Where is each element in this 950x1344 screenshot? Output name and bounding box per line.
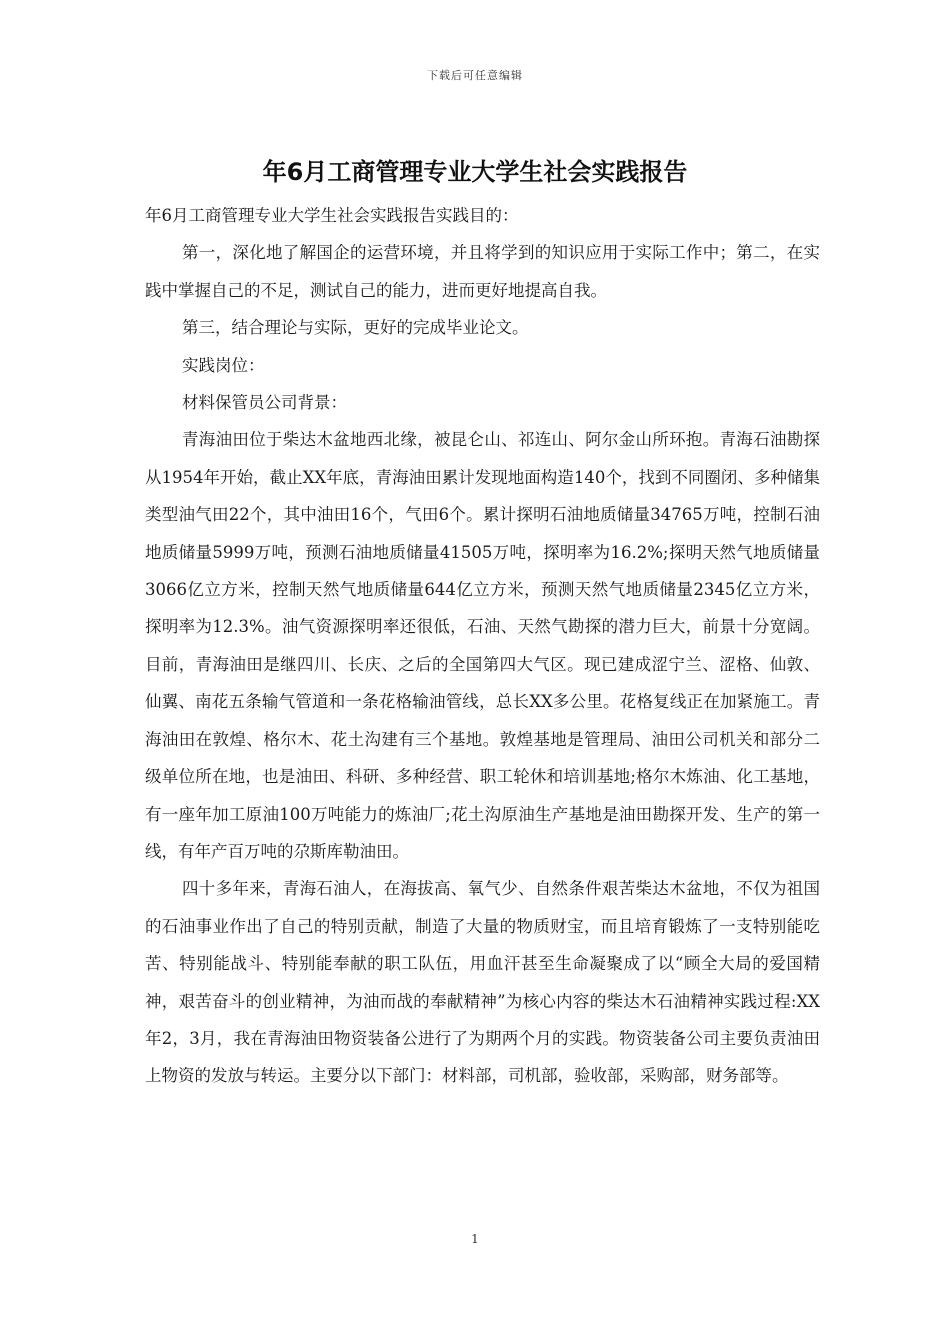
paragraph-practice-process: 四十多年来，青海石油人，在海拔高、氧气少、自然条件艰苦柴达木盆地，不仅为祖国的石油事业作出了自己的特别贡献，制造了大量的物质财宝，而且培育锻炼了一支特别能吃苦、特别能战斗、特别能奉献的职工队伍，用血汗甚至生命凝聚成了以“顾全大局的爱国精神，艰苦奋斗的创业精神，为油而战的奉献精神”为核心内容的柴达木石油精神实践过程:XX年2，3月，我在青海油田物资装备公进行了为期两个月的实践。物资装备公司主要负责油田上物资的发放与转运。主要分以下部门：材料部，司机部，验收部，采购部，财务部等。 [145,879,820,1086]
document-body [145,197,820,1095]
page-number: 1 [471,1232,479,1246]
paragraph-background-heading: 材料保管员公司背景： [182,393,347,413]
paragraph-company-background: 青海油田位于柴达木盆地西北缘，被昆仑山、祁连山、阿尔金山所环抱。青海石油勘探从1954年开始，截止XX年底，青海油田累计发现地面构造140个，找到不同圈闭、多种储集类型油气田22个，其中油田16个，气田6个。累计探明石油地质储量34765万吨，控制石油地质储量5999万吨，预测石油地质储量41505万吨，探明率为16.2%;探明天然气地质储量3066亿立方米，控制天然气地质储量644亿立方米，预测天然气地质储量2345亿立方米，探明率为12.3%。油气资源探明率还很低，石油、天然气勘探的潜力巨大，前景十分宽阔。目前，青海油田是继四川、长庆、之后的全国第四大气区。现已建成涩宁兰、涩格、仙敦、仙翼、南花五条输气管道和一条花格输油管线，总长XX多公里。花格复线正在加紧施工。青海油田在敦煌、格尔木、花土沟建有三个基地。敦煌基地是管理局、油田公司机关和部分二级单位所在地，也是油田、科研、多种经营、职工轮休和培训基地;格尔木炼油、化工基地，有一座年加工原油100万吨能力的炼油厂;花土沟原油生产基地是油田勘探开发、生产的第一线，有年产百万吨的尕斯库勒油田。 [145,430,820,861]
paragraph-purpose-heading: 年6月工商管理专业大学生社会实践报告实践目的： [145,206,519,225]
document-title: 年6月工商管理专业大学生社会实践报告 [262,158,688,186]
page-header: 下载后可任意编辑 [427,69,523,82]
paragraph-position-heading: 实践岗位： [182,355,265,375]
paragraph-purpose-three: 第三，结合理论与实际，更好的完成毕业论文。 [182,318,529,338]
paragraph-purpose-one-two: 第一，深化地了解国企的运营环境，并且将学到的知识应用于实际工作中；第二，在实践中掌握自己的不足，测试自己的能力，进而更好地提高自我。 [145,243,820,300]
